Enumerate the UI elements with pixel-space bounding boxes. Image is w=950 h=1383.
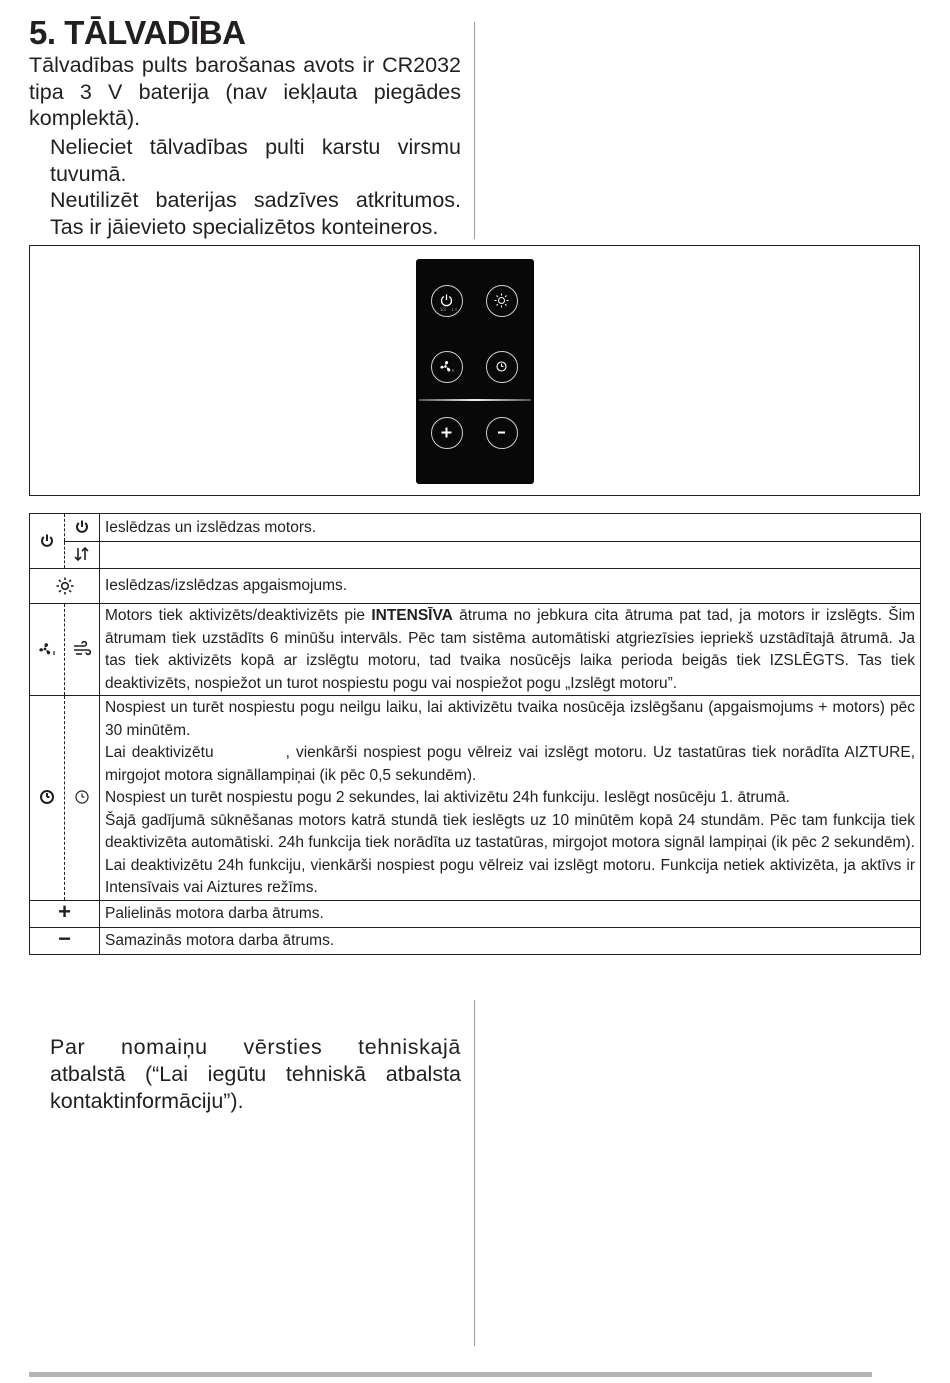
power-description: Ieslēdzas un izslēdzas motors.: [100, 514, 921, 542]
light-icon: [55, 576, 75, 596]
remote-plus-button: [431, 417, 463, 449]
timer-24h-detail-text: Šajā gadījumā sūknēšanas motors katrā stundā tiek ieslēgts uz 10 minūtēm kopā 24 stundām. Pēc tam funkcija tiek deaktivizēta automātiski. 24h funkcija tiek norādīta uz tastatūras, mirgojot motora signāl lampiņai (ik pēc 2 sekundēm). Lai deaktivizētu 24h funkciju, vienkārši nospiest pogu vēlreiz vai izslēgt motoru. Funkcija netiek aktivizēta, ja aktīvs ir Intensīvais vai Aiztures režīms.: [105, 811, 915, 896]
power-icon: [432, 286, 461, 315]
timer-24h-text: Nospiest un turēt nospiestu pogu 2 sekundes, lai aktivizētu 24h funkciju. Ieslēgt nosūcēju 1. ātrumā.: [105, 789, 790, 806]
light-icon: [487, 286, 516, 315]
timer-icon: [487, 352, 516, 381]
footer-rule: [29, 1372, 872, 1377]
remote-timer-button: [486, 351, 518, 383]
table-row: [30, 569, 921, 604]
minus-description: Samazinās motora darba ātrums.: [100, 927, 921, 954]
table-row: [30, 514, 921, 542]
timer-icon: [38, 788, 56, 806]
warning-battery: Neutilizēt baterijas sadzīves atkritumos. Tas ir jāievieto specializētos konteineros.: [50, 188, 461, 239]
remote-control: [416, 259, 534, 484]
function-table: [29, 513, 921, 955]
speed-switch-icon: [73, 546, 91, 562]
support-line-2: atbalstā (“Lai iegūtu tehniskā atbalsta kontaktinformāciju”).: [50, 1062, 461, 1113]
table-row: [30, 696, 921, 901]
support-paragraph: [50, 1034, 461, 1115]
table-row: [30, 927, 921, 954]
remote-power-button: [431, 285, 463, 317]
support-line-1: Par nomaiņu vērsties tehniskajā: [50, 1035, 461, 1059]
plus-description: Palielinās motora darba ātrums.: [100, 900, 921, 927]
svg-text:1⁄3: 1⁄3: [440, 307, 446, 312]
speed-switch-description: [100, 541, 921, 569]
power-icon: [73, 518, 91, 536]
24h-timer-icon: [73, 788, 91, 806]
remote-fan-button: [431, 351, 463, 383]
timer-description: [100, 696, 921, 901]
table-row: [30, 541, 921, 569]
minus-icon: [487, 418, 516, 447]
warning-heat: Nelieciet tālvadības pulti karstu virsmu tuvumā.: [50, 135, 461, 186]
plus-icon: [432, 418, 461, 447]
table-row: [30, 900, 921, 927]
power-icon: [38, 532, 56, 550]
remote-minus-button: [486, 417, 518, 449]
intro-paragraph: Tālvadības pults barošanas avots ir CR2032 tipa 3 V baterija (nav iekļauta piegādes komplektā).: [29, 53, 461, 130]
light-description: Ieslēdzas/izslēdzas apgaismojums.: [100, 569, 921, 604]
column-divider-bottom: [474, 1000, 475, 1346]
minus-icon: −: [58, 925, 71, 951]
fan-icon: [37, 640, 57, 658]
intensive-description: Motors tiek aktivizēts/deaktivizēts pie INTENSĪVA ātruma no jebkura cita ātruma pat tad, ja motors ir izslēgts. Šim ātrumam tiek uzstādīts 6 minūšu intervāls. Pēc tam sistēma automātiski atgriezīsies iepriekš uzstādītajā ātrumā. Ja tas tiek aktivizēts kopā ar izslēgtu motoru, tad tvaika nosūcējs laika perioda beigās tiek IZSLĒGTS. Tas tiek deaktivizēts, nospiežot un turot nospiestu pogu vai nospiežot pogu „Izslēgt motoru”.: [100, 604, 921, 696]
remote-light-button: [486, 285, 518, 317]
plus-icon: +: [58, 898, 71, 924]
intensive-wind-icon: [72, 641, 92, 657]
svg-text:↓↑: ↓↑: [451, 307, 458, 312]
timer-delay-text: Nospiest un turēt nospiestu pogu neilgu laiku, lai aktivizētu tvaika nosūcēja izslēgšanu (apgaismojums + motors) pēc 30 minūtēm.: [105, 699, 915, 739]
remote-divider: [419, 399, 531, 401]
timer-deactivate-text: Lai deaktivizētu , vienkārši nospiest pogu vēlreiz vai izslēgt motoru. Uz tastatūras tiek norādīta AIZTURE, mirgojot motora signāllampiņai (ik pēc 0,5 sekundēm).: [105, 744, 915, 784]
fan-icon: [432, 352, 461, 381]
section-title: 5. TĀLVADĪBA: [29, 14, 246, 51]
column-divider: [474, 22, 475, 239]
table-row: [30, 604, 921, 696]
